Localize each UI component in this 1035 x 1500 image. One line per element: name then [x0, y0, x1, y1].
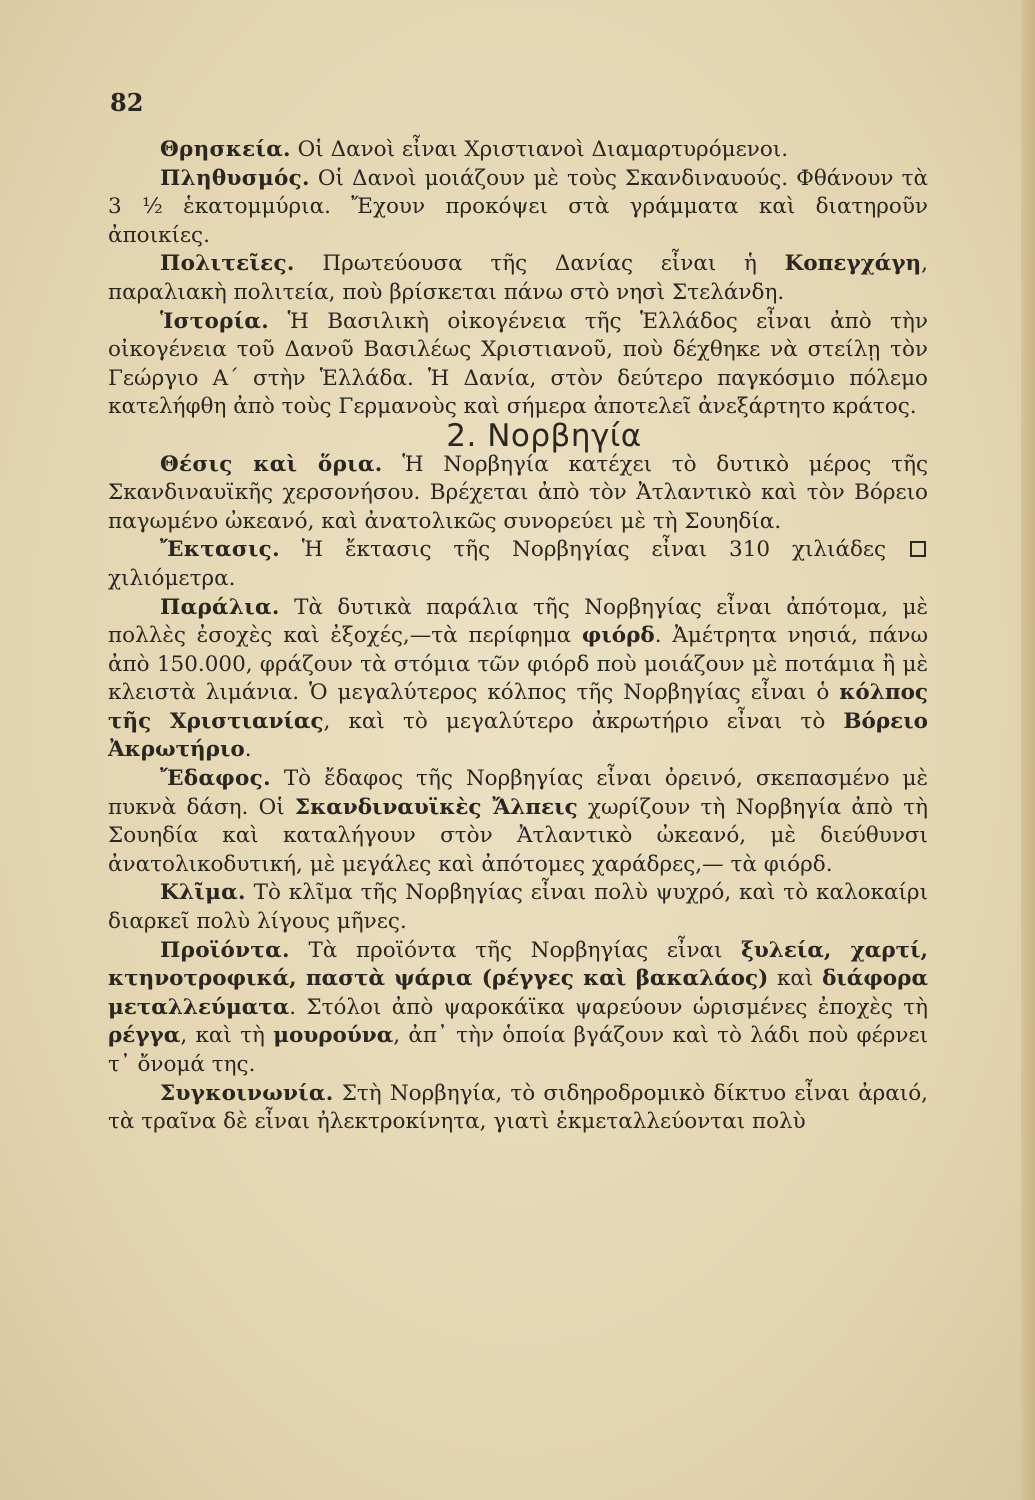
heading-population: Πληθυσμός.: [160, 165, 310, 191]
paragraph-transport: [108, 1080, 928, 1137]
text-area-before: Ἡ ἔκτασις τῆς Νορβηγίας εἶναι 310 χιλιάδες: [279, 537, 887, 563]
text-position: Ἡ Νορβηγία κατέχει τὸ δυτικὸ μέρος τῆς Σκανδιναυϊκῆς χερσονήσου. Βρέχεται ἀπὸ τὸν Ἀτλαντικὸ καὶ τὸν Βόρειο παγωμένο ὠκεανό, καὶ ἀνατολικῶς συνορεύει μὲ τὴ Σουηδία.: [108, 451, 928, 534]
text-terrain-after: χωρίζουν τὴ Νορβηγία ἀπὸ τὴ Σουηδία καὶ καταλήγουν στὸν Ἀτλαντικὸ ὠκεανό, μὲ διεύθυνσι ἀνατολικοδυτική, μὲ μεγάλες καὶ ἀπότομες χαράδρες,— τὰ φιόρδ.: [108, 794, 928, 877]
paragraph-coasts: [108, 594, 928, 766]
text-coasts-end: .: [244, 737, 252, 763]
heading-products: Προϊόντα.: [160, 937, 290, 963]
text-cities-before: Πρωτεύουσα τῆς Δανίας εἶναι ἡ: [294, 251, 785, 277]
text-products-after2: , καὶ τὴ: [180, 1023, 274, 1049]
heading-transport: Συγκοινωνία.: [160, 1080, 334, 1106]
paragraph-religion: [108, 136, 928, 165]
text-climate: Τὸ κλῖμα τῆς Νορβηγίας εἶναι πολὺ ψυχρό, καὶ τὸ καλοκαίρι διαρκεῖ πολὺ λίγους μῆνες.: [108, 880, 928, 935]
text-products-end: , ἀπ᾽ τὴν ὁποία βγάζουν καὶ τὸ λάδι ποὺ φέρνει τ᾽ ὄνομά της.: [108, 1023, 929, 1077]
page-edge: [1021, 0, 1035, 1500]
heading-coasts: Παράλια.: [160, 594, 280, 620]
page-number: 82: [110, 88, 144, 117]
heading-history: Ἱστορία.: [160, 308, 270, 334]
term-alps: Σκανδιναυϊκὲς Ἄλπεις: [294, 794, 578, 820]
paragraph-area: [108, 536, 928, 593]
paragraph-terrain: [108, 765, 928, 879]
term-metals: διάφορα μεταλλεύματα: [108, 966, 928, 1020]
text-terrain-before: Τὸ ἔδαφος τῆς Νορβηγίας εἶναι ὀρεινό, σκεπασμένο μὲ πυκνὰ δάση. Οἱ: [108, 766, 928, 820]
term-gulf: κόλπος τῆς Χριστιανίας: [108, 680, 928, 734]
heading-terrain: Ἔδαφος.: [160, 766, 271, 792]
heading-cities: Πολιτεῖες.: [160, 251, 295, 277]
term-cape: Βόρειο Ἀκρωτήριο: [108, 708, 928, 763]
capital-copenhagen: Κοπεγχάγη: [784, 251, 922, 277]
square-symbol-icon: [910, 541, 926, 557]
heading-climate: Κλῖμα.: [160, 880, 246, 906]
paragraph-population: [108, 165, 928, 251]
paragraph-products: [108, 937, 928, 1080]
page-body: [108, 136, 928, 1137]
term-fjord: φιόρδ: [581, 623, 655, 649]
text-religion: Οἱ Δανοὶ εἶναι Χριστιανοὶ Διαμαρτυρόμενοι.: [290, 137, 789, 162]
heading-area: Ἔκτασις.: [160, 537, 280, 563]
text-area-after: χιλιόμετρα.: [108, 565, 236, 591]
paragraph-cities: [108, 250, 928, 307]
term-herring: ρέγγα: [108, 1023, 181, 1049]
heading-religion: Θρησκεία.: [160, 137, 291, 162]
paragraph-position: [108, 451, 928, 537]
text-coasts-cont: , καὶ τὸ μεγαλύτερο ἀκρωτήριο εἶναι τὸ: [323, 708, 844, 734]
text-products-after: . Στόλοι ἀπὸ ψαροκάϊκα ψαρεύουν ὡρισμένες ἐποχὲς τὴ: [289, 994, 928, 1020]
text-population: Οἱ Δανοὶ μοιάζουν μὲ τοὺς Σκανδιναυούς. Φθάνουν τὰ 3 ½ ἑκατομμύρια. Ἔχουν προκόψει στὰ γράμματα καὶ διατηροῦν ἀποικίες.: [108, 165, 928, 248]
text-history: Ἡ Βασιλικὴ οἰκογένεια τῆς Ἑλλάδος εἶναι ἀπὸ τὴν οἰκογένεια τοῦ Δανοῦ Βασιλέως Χριστιανοῦ, ποὺ δέχθηκε νὰ στείλῃ τὸν Γεώργιο Α΄ στὴν Ἑλλάδα. Ἡ Δανία, στὸν δεύτερο παγκόσμιο πόλεμο κατελήφθη ἀπὸ τοὺς Γερμανοὺς καὶ σήμερα ἀποτελεῖ ἀνεξάρτητο κράτος.: [108, 308, 928, 420]
term-products: ξυλεία, χαρτί, κτηνοτροφικά, παστὰ ψάρια (ρέγγες καὶ βακαλάος): [108, 937, 928, 992]
paragraph-history: [108, 308, 928, 422]
term-cod: μουρούνα: [273, 1023, 394, 1049]
text-coasts-middle: . Ἀμέτρητα νησιά, πάνω ἀπὸ 150.000, φράζουν τὰ στόμια τῶν φιόρδ ποὺ μοιάζουν μὲ ποτάμια ἢ μὲ κλειστὰ λιμάνια. Ὁ μεγαλύτερος κόλπος τῆς Νορβηγίας εἶναι ὁ: [108, 623, 928, 706]
heading-position: Θέσις καὶ ὅρια.: [160, 451, 383, 477]
text-transport: Στὴ Νορβηγία, τὸ σιδηροδρομικὸ δίκτυο εἶναι ἀραιό, τὰ τραῖνα δὲ εἶναι ἠλεκτροκίνητα, γιατὶ ἐκμεταλλεύονται πολὺ: [108, 1080, 928, 1135]
section-title-norway: 2. Νορβηγία: [446, 417, 642, 454]
paragraph-climate: [108, 879, 928, 936]
text-products-before: Τὰ προϊόντα τῆς Νορβηγίας εἶναι: [289, 937, 742, 963]
text-cities-after: , παραλιακὴ πολιτεία, ποὺ βρίσκεται πάνω στὸ νησὶ Στελάνδη.: [108, 251, 928, 305]
text-products-mid: καὶ: [768, 966, 823, 992]
text-coasts-before: Τὰ δυτικὰ παράλια τῆς Νορβηγίας εἶναι ἀπότομα, μὲ πολλὲς ἐσοχὲς καὶ ἐξοχές,—τὰ περίφημα: [108, 594, 928, 649]
